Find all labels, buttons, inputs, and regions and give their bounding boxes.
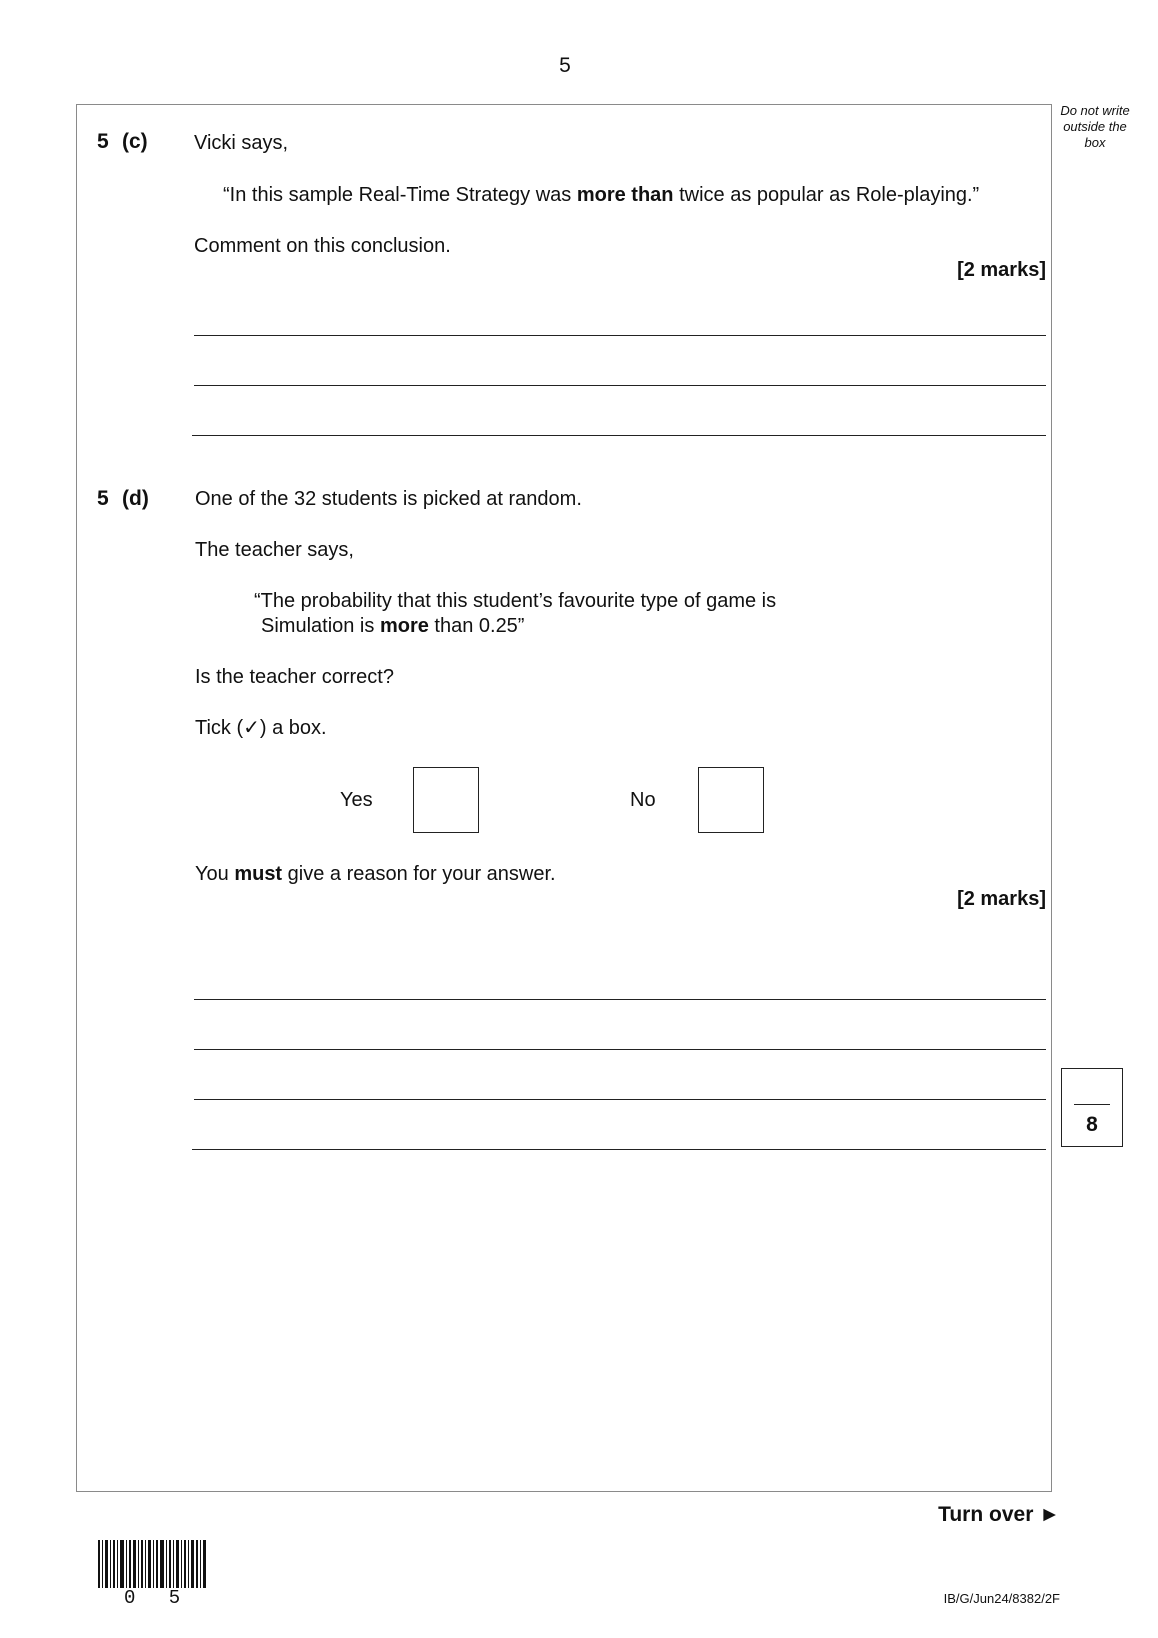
question-number: 5 [97,130,109,153]
answer-line[interactable] [194,999,1046,1000]
question-part: (d) [122,487,149,510]
quote-line: “The probability that this student’s favourite type of game is [254,590,777,612]
quote [223,183,979,208]
reason-text-end: give a reason for your answer. [282,863,556,885]
barcode-icon [98,1540,206,1588]
answer-line[interactable] [192,1149,1046,1150]
quote-text-end: twice as popular as Role-playing.” [673,184,980,206]
reason-text: You [195,863,235,885]
score-divider [1074,1104,1110,1105]
answer-line[interactable] [192,435,1046,436]
yes-label: Yes [340,789,373,811]
answer-line[interactable] [194,335,1046,336]
tick-instruction: Tick (✓) a box. [195,717,327,739]
barcode-digits: 0 5 [124,1587,192,1609]
question-number: 5 [97,487,109,510]
score-box [1061,1068,1123,1147]
question-intro: Vicki says, [194,132,289,154]
quote-emphasis: more than [576,184,674,206]
answer-line[interactable] [194,1049,1046,1050]
quote-text-end: than 0.25” [428,615,525,637]
page-number: 5 [559,54,571,77]
question-text: The teacher says, [195,539,354,561]
no-checkbox[interactable] [698,767,764,833]
yes-checkbox[interactable] [413,767,479,833]
question-text: One of the 32 students is picked at random. [195,488,582,510]
quote-emphasis: more [379,615,429,637]
reason-emphasis: must [234,863,283,885]
reason-instruction [195,862,556,887]
quote-text: Simulation is [261,615,380,637]
answer-line[interactable] [194,1099,1046,1100]
margin-note: Do not write outside the box [1060,103,1130,150]
paper-reference: IB/G/Jun24/8382/2F [943,1591,1060,1606]
score-total: 8 [1086,1113,1098,1136]
marks-label: [2 marks] [957,259,1046,281]
answer-line[interactable] [194,385,1046,386]
instruction: Comment on this conclusion. [194,235,451,257]
answer-frame [76,104,1052,1492]
question-prompt: Is the teacher correct? [195,666,394,688]
turn-over-label: Turn over ► [938,1503,1060,1526]
question-part: (c) [122,130,148,153]
quote-line [261,614,524,639]
quote-text: “In this sample Real-Time Strategy was [223,184,577,206]
no-label: No [630,789,656,811]
marks-label: [2 marks] [957,888,1046,910]
